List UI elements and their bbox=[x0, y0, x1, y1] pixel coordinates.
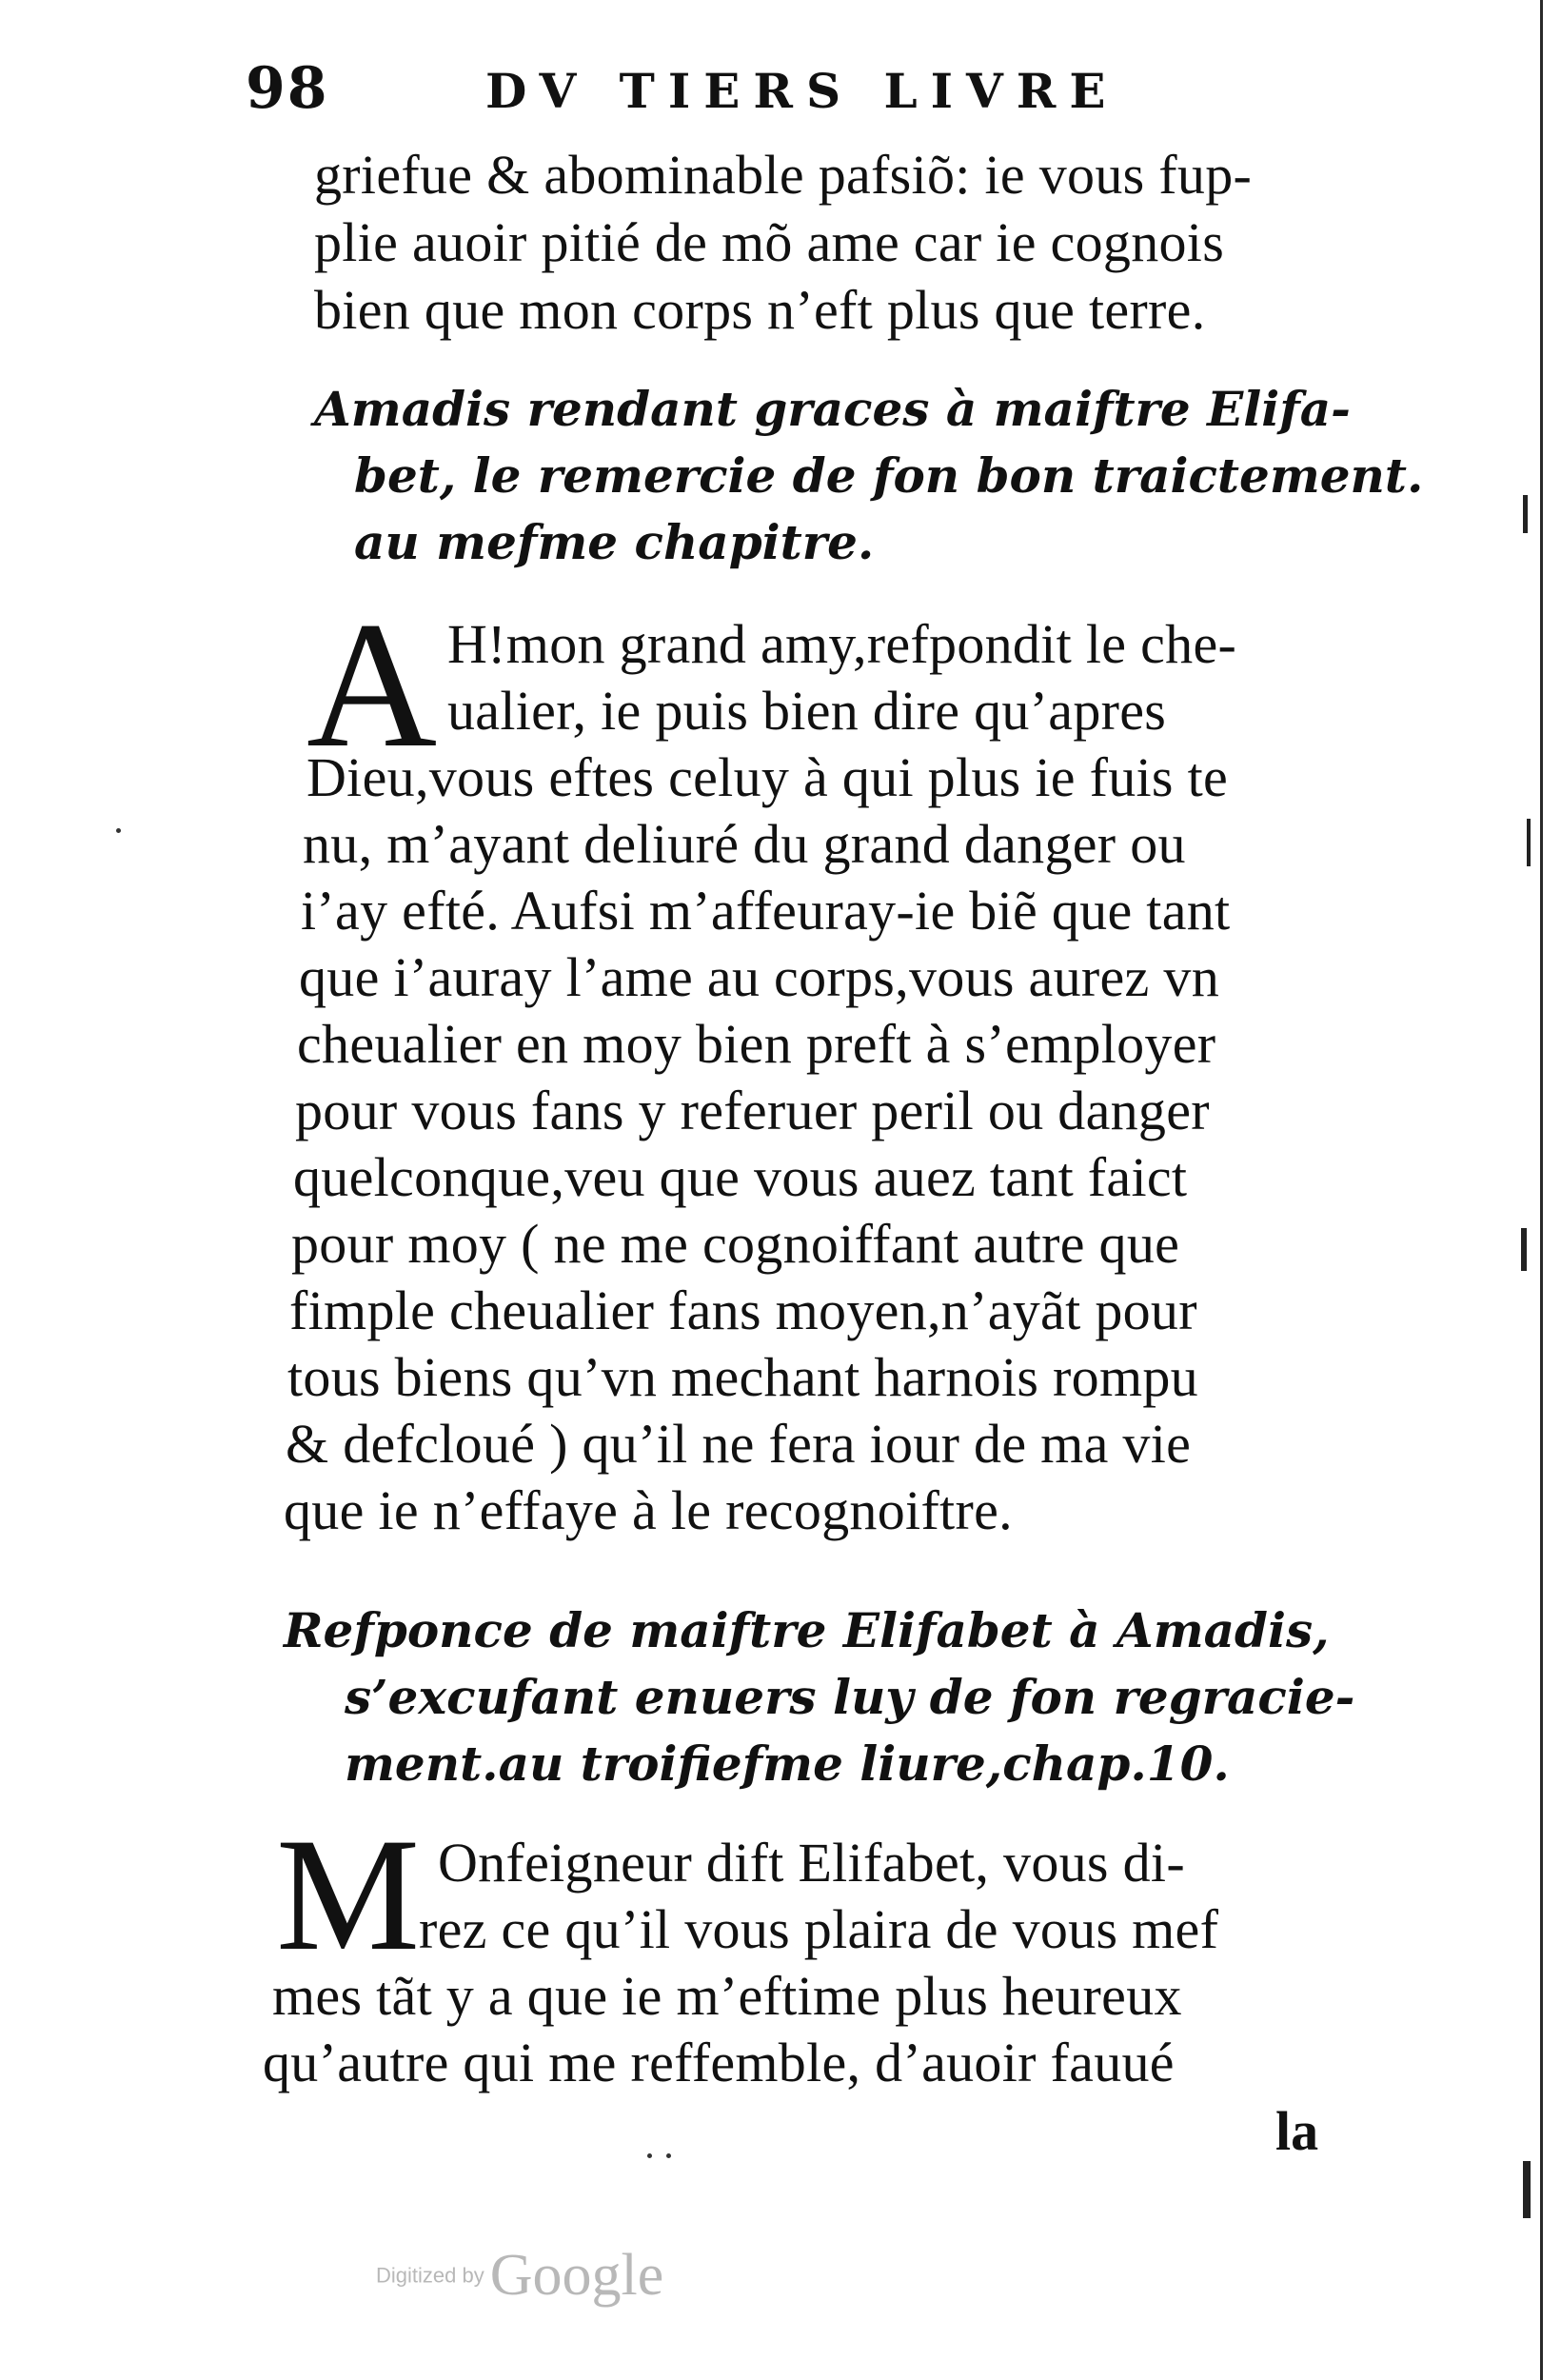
watermark-brand: Google bbox=[489, 2243, 664, 2308]
ink-speck bbox=[116, 828, 121, 833]
ink-speck bbox=[647, 2153, 652, 2158]
paragraph-1-line: griefue & abominable pafsiõ: ie vous fup- bbox=[314, 144, 1253, 206]
section-heading-line: ment.au troifiefme liure,chap.10. bbox=[345, 1735, 1230, 1792]
watermark-prefix: Digitized by bbox=[376, 2263, 484, 2288]
section-heading-line: Amadis rendant graces à maiftre Elifa- bbox=[314, 381, 1351, 437]
paragraph-2-line: Dieu,vous eftes celuy à qui plus ie fuis te bbox=[306, 746, 1229, 808]
drop-capital: M bbox=[276, 1805, 421, 1984]
drop-capital: A bbox=[306, 585, 438, 785]
paragraph-2-line: fimple cheualier fans moyen,n’ayãt pour bbox=[289, 1279, 1197, 1341]
paragraph-2-line: quelconque,veu que vous auez tant faict bbox=[293, 1146, 1188, 1208]
paragraph-3-line: mes tãt y a que ie m’eftime plus heureux bbox=[272, 1965, 1182, 2027]
edge-mark bbox=[1523, 2161, 1531, 2218]
paragraph-2-line: pour vous fans y referuer peril ou danger bbox=[295, 1080, 1210, 1141]
edge-mark bbox=[1527, 819, 1531, 866]
page-number: 98 bbox=[246, 55, 329, 122]
paragraph-2-line: nu, m’ayant deliuré du grand danger ou bbox=[303, 813, 1186, 875]
paragraph-2-line: & defcloué ) qu’il ne fera iour de ma vie bbox=[286, 1413, 1192, 1475]
paragraph-2-line: cheualier en moy bien preft à s’employer bbox=[297, 1013, 1216, 1075]
ink-speck bbox=[666, 2153, 671, 2158]
paragraph-2-line: i’ay efté. Aufsi m’affeuray-ie biẽ que tant bbox=[301, 880, 1231, 942]
paragraph-3-line: rez ce qu’il vous plaira de vous mef bbox=[419, 1898, 1219, 1960]
paragraph-3-line: qu’autre qui me reffemble, d’auoir fauué bbox=[263, 2032, 1175, 2093]
paragraph-1-line: bien que mon corps n’eft plus que terre. bbox=[314, 279, 1206, 341]
paragraph-2-line: H!mon grand amy,refpondit le che- bbox=[447, 613, 1237, 675]
section-heading-line: s’excufant enuers luy de fon regracie- bbox=[345, 1669, 1355, 1725]
paragraph-2-line: que ie n’effaye à le recognoiftre. bbox=[284, 1479, 1013, 1541]
running-head: DV TIERS LIVRE bbox=[485, 63, 1119, 119]
paragraph-2-line: ualier, ie puis bien dire qu’apres bbox=[447, 680, 1167, 742]
edge-mark bbox=[1523, 495, 1528, 533]
edge-mark bbox=[1521, 1228, 1527, 1271]
section-heading-line: Refponce de maiftre Elifabet à Amadis, bbox=[284, 1602, 1330, 1658]
digitized-watermark bbox=[376, 2242, 663, 2310]
section-heading-line: au mefme chapitre. bbox=[354, 514, 875, 570]
paragraph-1-line: plie auoir pitié de mõ ame car ie cognois bbox=[314, 211, 1225, 273]
paragraph-2-line: que i’auray l’ame au corps,vous aurez vn bbox=[299, 946, 1219, 1008]
catchword: la bbox=[1275, 2100, 1319, 2162]
paragraph-2-line: tous biens qu’vn mechant harnois rompu bbox=[287, 1346, 1198, 1408]
page-edge-line bbox=[1540, 0, 1543, 2380]
section-heading-line: bet, le remercie de fon bon traictement. bbox=[354, 447, 1424, 504]
paragraph-2-line: pour moy ( ne me cognoiffant autre que bbox=[291, 1213, 1180, 1275]
paragraph-3-line: Onfeigneur dift Elifabet, vous di- bbox=[438, 1832, 1185, 1894]
